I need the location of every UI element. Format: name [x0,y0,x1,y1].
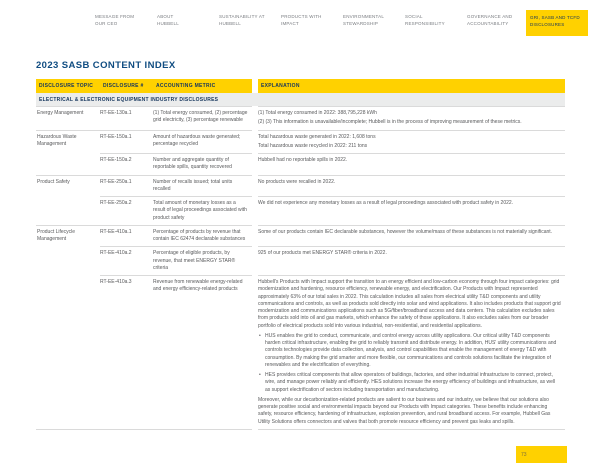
explanation-line: (2) (3) This information is unavailable/incomplete; Hubbell is in the process of improving measurement of these metrics. [258,119,522,126]
explanation-line: (1) Total energy consumed in 2022: 388,795,228 kWh [258,110,377,116]
cell-accounting-metric: Percentage of eligible products, by revenue, that meet ENERGY STAR® criteria [153,246,252,275]
table-row [36,196,565,225]
cell-explanation [258,153,565,175]
col-header-accounting-metric: ACCOUNTING METRIC [156,83,216,89]
nav-item-label: ACCOUNTABILITY [467,20,509,26]
table-header-right-band [258,79,565,93]
cell-accounting-metric: Percentage of products by revenue that contain IEC 62474 declarable substances [153,225,252,247]
explanation-line: 925 of our products met ENERGY STAR® criteria in 2022. [258,250,387,257]
table-row [36,246,565,275]
cell-disclosure-topic [36,153,100,175]
page-number: 73 [521,451,527,458]
nav-item-environmental-stewardship[interactable] [340,10,396,32]
cell-disclosure-number: RT-EE-250a.1 [100,175,153,197]
cell-disclosure-number: RT-EE-130a.1 [100,106,153,130]
nav-item-gri-sasb-tcfd-disclosures[interactable] [526,10,588,36]
cell-explanation [258,225,565,247]
cell-explanation [258,196,565,225]
cell-accounting-metric: (1) Total energy consumed, (2) percentage grid electricity, (3) percentage renewable [153,106,252,130]
nav-item-social-responsibility[interactable] [402,10,458,32]
cell-disclosure-topic [36,196,100,225]
nav-item-label: ENVIRONMENTAL [343,14,385,19]
table-header-row [36,79,565,93]
page-content [0,60,600,430]
page-title: 2023 SASB CONTENT INDEX [36,60,176,71]
nav-item-label: ABOUT [157,14,174,19]
nav-item-products-with-impact[interactable] [278,10,334,32]
cell-accounting-metric: Number and aggregate quantity of reportable spills, quantity recovered [153,153,252,175]
top-nav [0,0,600,38]
nav-item-label: HUBBELL [157,20,179,26]
explanation-bullet: • HUS enables the grid to conduct, communicate, and control energy across utility applications. Our critical utility T&D components harden critical infrastructure, enabling the grid to reliably transmit and distribute energy. In addition, HUS' utility communications and controls technologies provide data collection, analysis, and control capabilities that enable the management of energy T&D with consumption. By making the grid smarter and more flexible, our communications and controls solutions facilitate the integration of renewables and the electrification of everything. [258,333,561,369]
cell-explanation [258,275,565,430]
nav-item-label: RESPONSIBILITY [405,20,445,26]
cell-disclosure-number: RT-EE-250a.2 [100,196,153,225]
explanation-line: Some of our products contain IEC declarable substances, however the volume/mass of these substances is not materially significant. [258,228,553,235]
industry-section-header: ELECTRICAL & ELECTRONIC EQUIPMENT INDUSTRY DISCLOSURES [36,93,565,106]
nav-item-sustainability-at-hubbell[interactable] [216,10,272,32]
col-header-disclosure-topic: DISCLOSURE TOPIC [39,83,94,89]
nav-item-label: HUBBELL [219,20,241,26]
cell-explanation [258,130,565,154]
explanation-line: Total hazardous waste generated in 2022: 1,608 tons [258,133,376,140]
nav-item-label: GRI, SASB AND TCFD [530,15,580,20]
table-header-left-band [36,79,252,93]
nav-item-message-from-our-ceo[interactable] [92,10,148,32]
cell-disclosure-number: RT-EE-410a.1 [100,225,153,247]
cell-accounting-metric: Revenue from renewable energy-related and energy efficiency-related products [153,275,252,430]
nav-item-about-hubbell[interactable] [154,10,210,32]
col-header-explanation: EXPLANATION [261,83,300,89]
table-row [36,175,565,197]
cell-disclosure-number: RT-EE-150a.1 [100,130,153,154]
table-row [36,130,565,154]
table-row [36,275,565,430]
nav-item-label: MESSAGE FROM [95,14,135,19]
nav-item-label: DISCLOSURES [530,21,565,27]
cell-disclosure-topic: Product Lifecycle Management [36,225,100,247]
explanation-line: We did not experience any monetary losses as a result of legal proceedings associated with product safety in 2022. [258,200,514,206]
cell-accounting-metric: Total amount of monetary losses as a result of legal proceedings associated with product safety [153,196,252,225]
nav-item-label: PRODUCTS WITH [281,14,322,19]
nav-item-label: IMPACT [281,20,299,26]
cell-explanation [258,106,565,130]
page-number-badge [516,446,567,463]
cell-disclosure-number: RT-EE-410a.3 [100,275,153,430]
table-row [36,153,565,175]
cell-explanation [258,175,565,197]
nav-item-label: SUSTAINABILITY AT [219,14,265,19]
cell-disclosure-topic: Energy Management [36,106,100,130]
col-header-disclosure-number: DISCLOSURE # [103,83,144,89]
table-row [36,106,565,130]
explanation-line: Hubbell had no reportable spills in 2022. [258,157,348,163]
nav-item-governance-and-accountability[interactable] [464,10,520,32]
cell-disclosure-topic [36,275,100,430]
explanation-paragraph: Moreover, while our decarbonization-related products are salient to our business and our industry, we believe that our solutions also generate positive social and environmental impacts beyond our Products with Impact categories. These benefits include enhancing safety, resource efficiency, hardening of infrastructure, explosion prevention, and rural broadband access. For example, Hubbell Gas Utility Solutions offers connectors and valves that both promote resource efficiency and prevent gas leaks and spills. [258,396,551,425]
cell-disclosure-topic: Hazardous Waste Management [36,130,100,154]
cell-disclosure-topic [36,246,100,275]
nav-item-label: GOVERNANCE AND [467,14,513,19]
cell-accounting-metric: Number of recalls issued; total units recalled [153,175,252,197]
cell-explanation [258,246,565,275]
explanation-line: No products were recalled in 2022. [258,178,336,185]
cell-disclosure-number: RT-EE-410a.2 [100,246,153,275]
nav-item-label: OUR CEO [95,20,118,26]
explanation-paragraph: Hubbell's Products with Impact support the transition to an energy efficient and low-carbon economy through four impact categories: grid modernization and hardening, resource efficiency, renewable energy, and electrification. Our Products with Impact represented approximately 63% of our total sales in 2022. This calculation includes all sales from electrical utility T&D components and utility communications and controls, as well as products sold directly into solar and wind applications. It also includes products that support grid modernization and communications applications such as 5G/fiber/broadband access and data centers. This calculation excludes sales from products sold into oil and gas markets, which enhance the safety of those applications. It also excludes sales from our broader portfolio of electrical products sold into various industrial, non-residential, and residential applications. [258,279,561,329]
explanation-line: Total hazardous waste recycled in 2022: 211 tons [258,142,368,149]
table-row [36,225,565,247]
sasb-content-index-table [36,79,565,430]
cell-disclosure-topic: Product Safety [36,175,100,197]
explanation-bullet: • HES provides critical components that allow operators of buildings, factories, and other industrial infrastructure to connect, protect, wire, and manage power reliably and efficiently. HES solutions increase the energy efficiency of buildings and infrastructure, as well as support electrification of sectors including transportation and manufacturing. [258,372,561,394]
cell-disclosure-number: RT-EE-150a.2 [100,153,153,175]
nav-item-label: STEWARDSHIP [343,20,379,26]
nav-item-label: SOCIAL [405,14,423,19]
cell-accounting-metric: Amount of hazardous waste generated; percentage recycled [153,130,252,154]
